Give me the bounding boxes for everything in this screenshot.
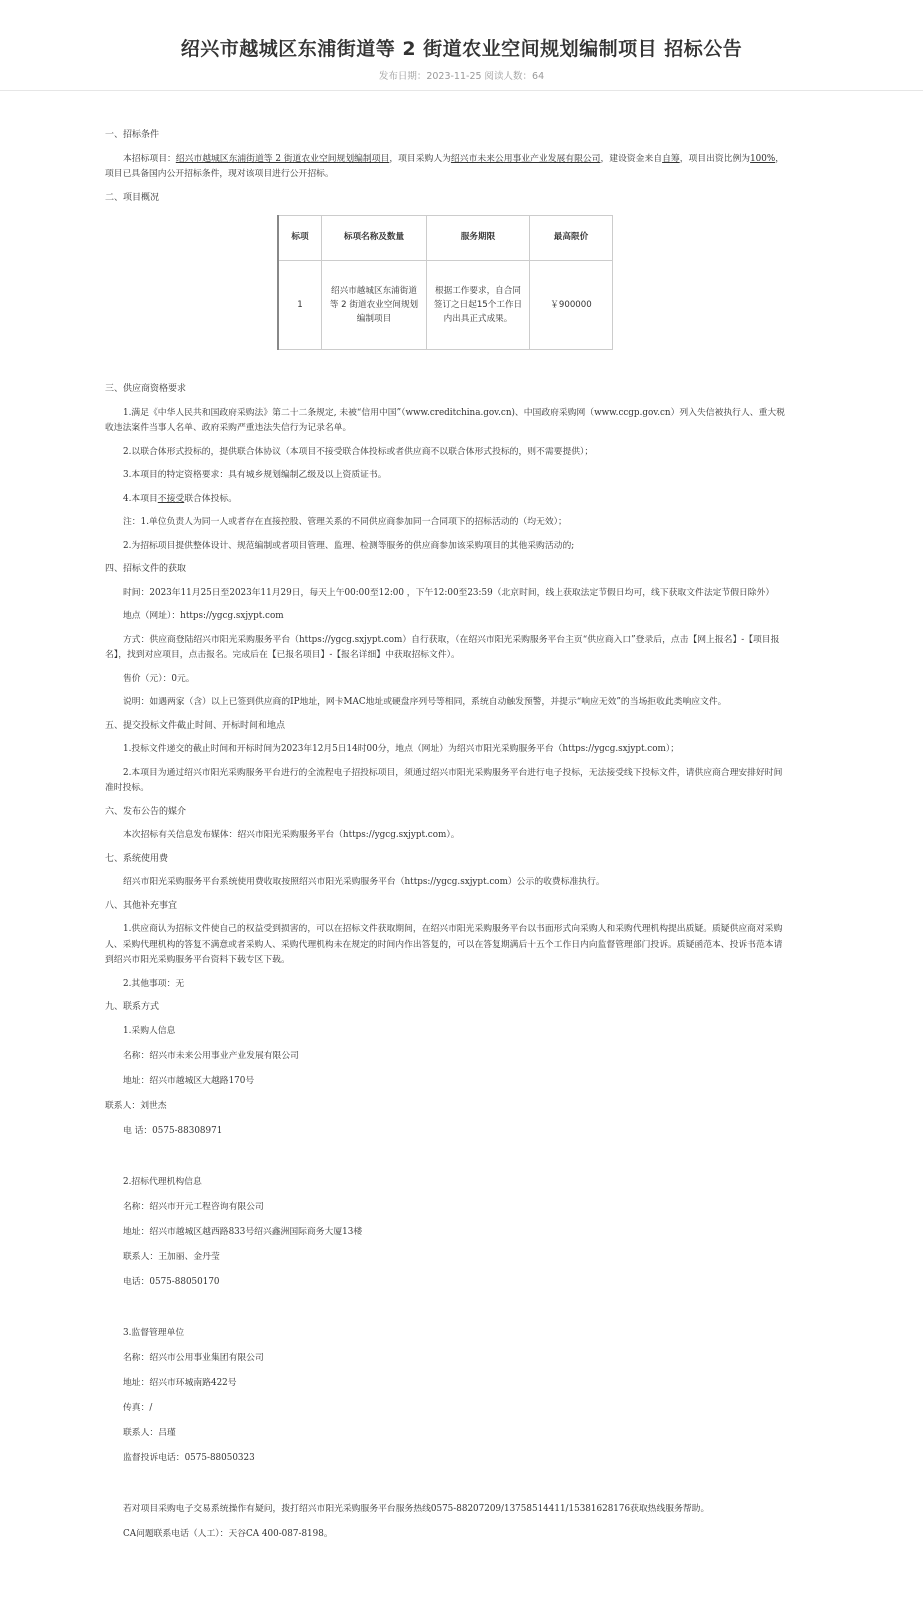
obtain-price: 售价（元）：0元。	[123, 673, 195, 684]
obtain-note: 说明：如遇两家（含）以上已签到供应商的IP地址，网卡MAC地址或硬盘序列号等相同，系统自动触发预警，并提示“响应无效”的当场拒收此类响应文件。	[123, 697, 727, 707]
publish-meta: 发布日期：2023-11-25 阅读人数：64	[378, 71, 545, 82]
bid-table	[277, 215, 613, 350]
fund-ratio: 100%	[750, 153, 776, 164]
text-fragment: ，项目已具备国内公开招标条件，现对该项目进行公开招标。	[105, 153, 785, 179]
qualification-1: 1.满足《中华人民共和国政府采购法》第二十二条规定, 未被“信用中国”（www.creditchina.gov.cn)、中国政府采购网（www.ccgp.gov.cn）列入失信被执行人、重大税收违法案件当事人名单、政府采购严重违法失信行为记录名单。	[105, 407, 785, 433]
supervisor-phone: 监督投诉电话：0575-88050323	[123, 1452, 255, 1463]
section-heading-4: 四、招标文件的获取	[105, 564, 187, 574]
cell-lot: 1	[278, 261, 322, 350]
col-header-name: 标项名称及数量	[322, 216, 427, 261]
section-heading-3: 三、供应商资格要求	[105, 384, 187, 394]
bidding-conditions-paragraph	[105, 152, 790, 183]
qualification-note-1: 注：1.单位负责人为同一人或者存在直接控股、管理关系的不同供应商参加同一合同项下的招标活动的（均无效）；	[123, 517, 567, 527]
qualification-4	[105, 492, 790, 508]
supplement-2: 2.其他事项：无	[123, 978, 185, 989]
col-header-period: 服务期限	[427, 216, 530, 261]
fund-source: 自筹	[662, 153, 680, 164]
title-divider	[0, 90, 923, 91]
supervisor-name: 名称：绍兴市公用事业集团有限公司	[123, 1352, 264, 1363]
agency-phone: 电话：0575-88050170	[123, 1276, 220, 1287]
supervisor-contact: 联系人：吕瑾	[123, 1427, 176, 1438]
text-fragment: ，项目出资比例为	[679, 153, 751, 164]
text-fragment: 4.本项目	[123, 493, 158, 504]
obtain-method: 方式：供应商登陆绍兴市阳光采购服务平台（https://ygcg.sxjypt.com）自行获取，（在绍兴市阳光采购服务平台主页“供应商入口”登录后，点击【网上报名】-【项目报名】，找到对应项目，点击报名。完成后在【已报名项目】-【报名详细】中获取招标文件）。	[105, 634, 780, 660]
consortium-flag: 不接受	[157, 493, 185, 504]
fee-paragraph: 绍兴市阳光采购服务平台系统使用费收取按照绍兴市阳光采购服务平台（https://ygcg.sxjypt.com）公示的收费标准执行。	[123, 877, 605, 887]
section-heading-8: 八、其他补充事宜	[105, 900, 178, 911]
section-heading-9: 九、联系方式	[105, 1002, 160, 1012]
agency-address: 地址：绍兴市越城区越西路833号绍兴鑫洲国际商务大厦13楼	[123, 1226, 363, 1237]
section-heading-2: 二、项目概况	[105, 192, 160, 203]
supplement-1: 1.供应商认为招标文件使自己的权益受到损害的，可以在招标文件获取期间，在绍兴市阳光采购服务平台以书面形式向采购人和采购代理机构提出质疑。质疑供应商对采购人、采购代理机构的答复不满意或者采购人、采购代理机构未在规定的时间内作出答复的，可以在答复期满后十五个工作日内向监督管理部门投诉。质疑函范本、投诉书范本请到绍兴市阳光采购服务平台资料下载专区下载。	[105, 924, 783, 965]
purchaser-info-title: 1.采购人信息	[123, 1025, 176, 1036]
agency-contact: 联系人：王加丽、金丹莹	[123, 1251, 220, 1262]
media-paragraph: 本次招标有关信息发布媒体：绍兴市阳光采购服务平台（https://ygcg.sxjypt.com）。	[123, 830, 460, 840]
qualification-note-2: 2.为招标项目提供整体设计、规范编制或者项目管理、监理、检测等服务的供应商参加该采购项目的其他采购活动的;	[123, 540, 575, 551]
text-fragment: ，项目采购人为	[389, 153, 451, 164]
cell-period: 根据工作要求，自合同签订之日起15个工作日内出具正式成果。	[427, 261, 530, 350]
purchaser-name-line: 名称：绍兴市未来公用事业产业发展有限公司	[123, 1050, 299, 1061]
text-fragment: ，建设资金来自	[600, 153, 663, 164]
supervisor-address: 地址：绍兴市环城南路422号	[123, 1377, 237, 1388]
deadline-2: 2.本项目为通过绍兴市阳光采购服务平台进行的全流程电子招投标项目，须通过绍兴市阳光采购服务平台进行电子投标，无法接受线下投标文件，请供应商合理安排好时间准时投标。	[105, 767, 783, 793]
purchaser-name: 绍兴市未来公用事业产业发展有限公司	[450, 153, 601, 164]
text-fragment: 本招标项目：	[123, 153, 176, 164]
ca-contact-note: CA问题联系电话（人工）：天谷CA 400-087-8198。	[123, 1528, 333, 1539]
supervisor-fax: 传真：/	[123, 1402, 153, 1413]
table-row	[278, 261, 613, 350]
col-header-price: 最高限价	[530, 216, 613, 261]
col-header-lot: 标项	[278, 216, 322, 261]
purchaser-address: 地址：绍兴市越城区大越路170号	[123, 1075, 255, 1086]
agency-info-title: 2.招标代理机构信息	[123, 1176, 202, 1187]
text-fragment: 联合体投标。	[184, 493, 237, 504]
supervisor-info-title: 3.监督管理单位	[123, 1327, 185, 1338]
project-name-link: 绍兴市越城区东浦街道等 2 街道农业空间规划编制项目	[175, 153, 390, 164]
section-heading-6: 六、发布公告的媒介	[105, 806, 187, 817]
deadline-1: 1.投标文件递交的截止时间和开标时间为2023年12月5日14时00分，地点（网址）为绍兴市阳光采购服务平台（https://ygcg.sxjypt.com）；	[123, 744, 680, 754]
cell-price: ￥900000	[530, 261, 613, 350]
obtain-time: 时间：2023年11月25日至2023年11月29日，每天上午00:00至12:00 ，下午12:00至23:59（北京时间，线上获取法定节假日均可，线下获取文件法定节假日除外）	[123, 587, 775, 598]
obtain-location: 地点（网址）：https://ygcg.sxjypt.com	[123, 611, 284, 621]
purchaser-phone: 电 话：0575-88308971	[123, 1125, 223, 1136]
agency-name: 名称：绍兴市开元工程咨询有限公司	[123, 1201, 264, 1212]
table-header-row	[278, 216, 613, 261]
page-title: 绍兴市越城区东浦街道等 2 街道农业空间规划编制项目 招标公告	[180, 38, 743, 60]
qualification-3: 3.本项目的特定资格要求：具有城乡规划编制乙级及以上资质证书。	[123, 470, 387, 480]
cell-name: 绍兴市越城区东浦街道等 2 街道农业空间规划编制项目	[322, 261, 427, 350]
section-heading-5: 五、提交投标文件截止时间、开标时间和地点	[105, 720, 286, 731]
hotline-note: 若对项目采购电子交易系统操作有疑问，拨打绍兴市阳光采购服务平台服务热线0575-88207209/13758514411/15381628176获取热线服务帮助。	[123, 1503, 710, 1514]
section-heading-7: 七、系统使用费	[105, 853, 169, 864]
announcement-body	[105, 128, 790, 1552]
purchaser-contact: 联系人：刘世杰	[105, 1100, 167, 1111]
section-heading-1: 一、招标条件	[105, 130, 160, 140]
qualification-2: 2.以联合体形式投标的，提供联合体协议（本项目不接受联合体投标或者供应商不以联合体形式投标的，则不需要提供）；	[123, 446, 594, 457]
